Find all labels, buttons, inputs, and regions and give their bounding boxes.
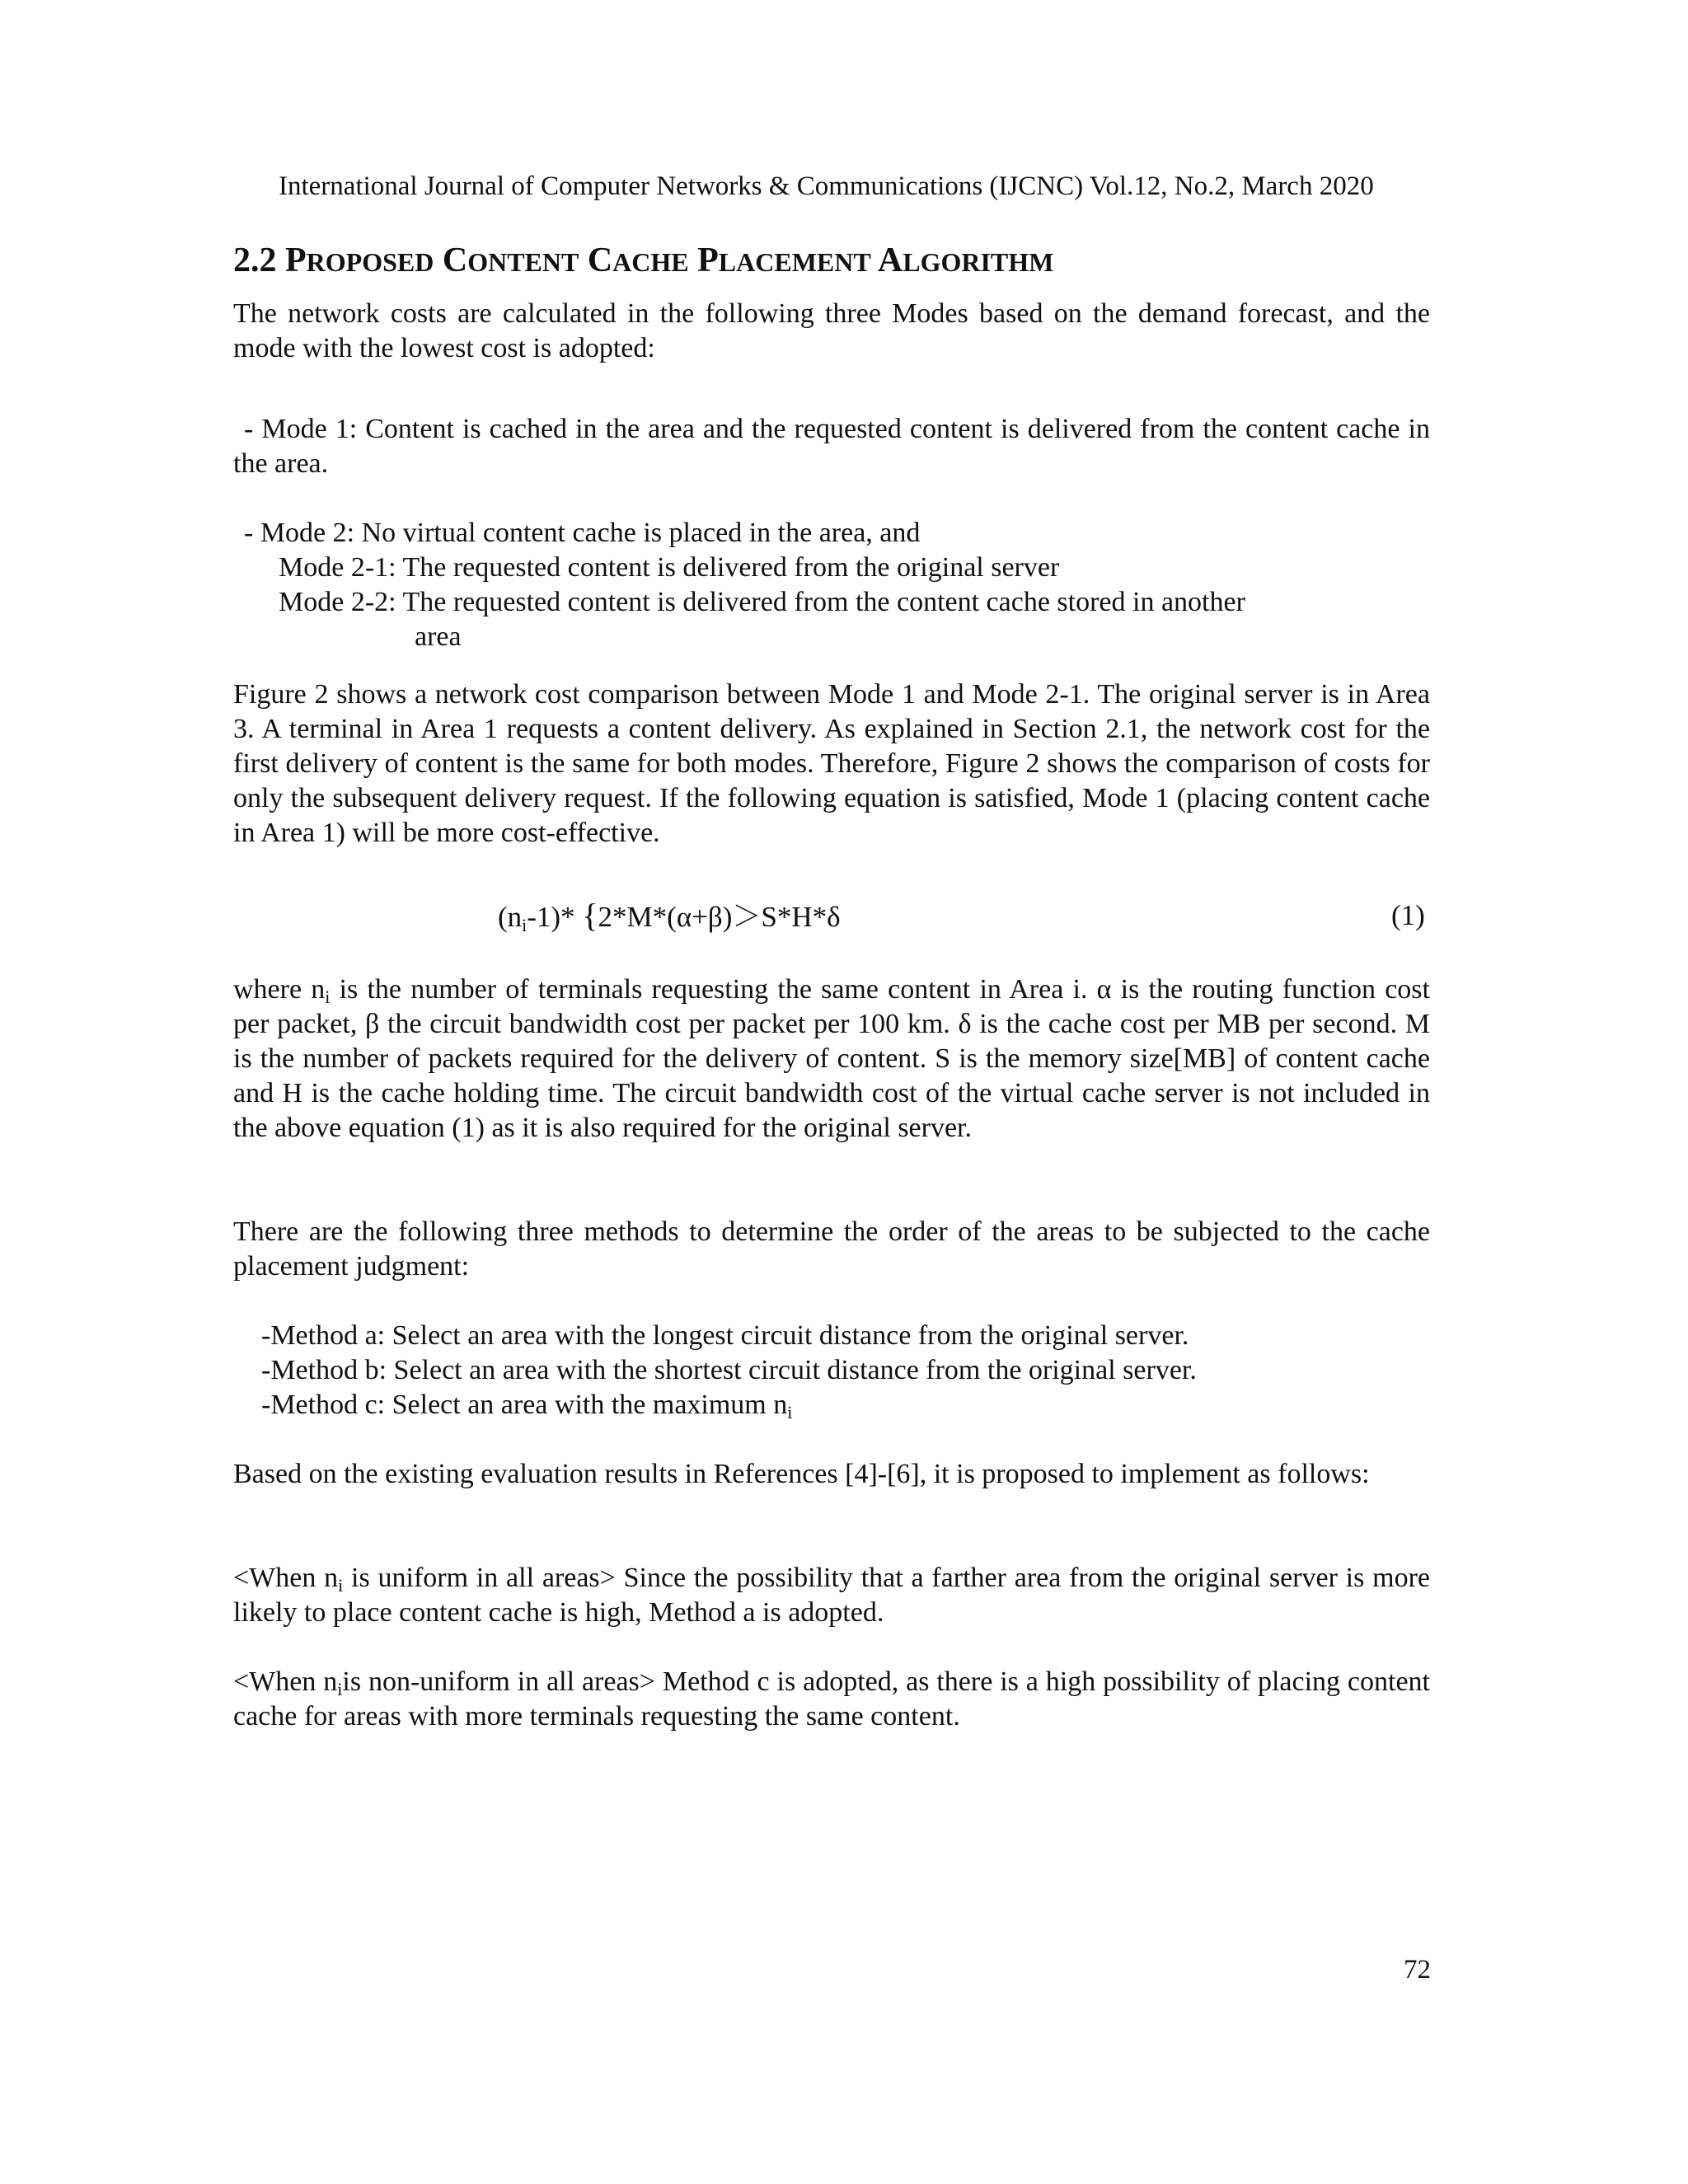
method-a-line: -Method a: Select an area with the longest circuit distance from the original server. — [261, 1320, 1189, 1351]
methods-intro-paragraph: There are the following three methods to determine the order of the areas to be subjected to the cache placement judgment: — [233, 1216, 1430, 1282]
equation-1: $(n_i-1)*$ {2*M*(α+β)＞S*H*δ — [498, 897, 841, 935]
intro-paragraph: The network costs are calculated in the following three Modes based on the demand forecast, and the mode with the lowest cost is adopted: — [233, 298, 1430, 363]
section-number: 2.2 — [233, 241, 277, 279]
section-title: 2.2 PROPOSED CONTENT CACHE PLACEMENT ALGORITHM — [233, 241, 1054, 279]
mode2-2-continuation: area — [415, 621, 462, 652]
method-b-line: -Method b: Select an area with the shortest circuit distance from the original server. — [261, 1355, 1197, 1385]
where-paragraph: where $n_i$ is the number of terminals requesting the same content in Area i. α is the routing function cost per packet, β the circuit bandwidth cost per packet per 100 km. δ is the cache cost per MB per second. M is the number of packets required for the delivery of content. S is the memory size[MB] of content cache and H is the cache holding time. The circuit bandwidth cost of the virtual cache server is not included in the above equation (1) as it is also required for the original server. — [233, 974, 1430, 1143]
method-c-line: -Method c: Select an area with the maximum $n_i$ — [261, 1390, 793, 1422]
figure-paragraph: Figure 2 shows a network cost comparison between Mode 1 and Mode 2-1. The original server is in Area 3. A terminal in Area 1 requests a content delivery. As explained in Section 2.1, the network cost for the first delivery of content is the same for both modes. Therefore, Figure 2 shows the comparison of costs for only the subsequent delivery request. If the following equation is satisfied, Mode 1 (placing content cache in Area 1) will be more cost-effective. — [233, 679, 1430, 848]
page-number: 72 — [1404, 1955, 1431, 1985]
mode2-2-line: Mode 2-2: The requested content is delivered from the content cache stored in another — [279, 587, 1245, 617]
mode2-line: - Mode 2: No virtual content cache is placed in the area, and — [244, 518, 921, 548]
equation-number: (1) — [1391, 899, 1425, 931]
uniform-paragraph: <When $n_i$ is uniform in all areas> Since the possibility that a farther area from the original server is more likely to place content cache is high, Method a is adopted. — [233, 1563, 1430, 1628]
nonuniform-paragraph: <When $n_iis$ non-uniform in all areas> Method c is adopted, as there is a high possibility of placing content cache for areas with more terminals requesting the same content. — [233, 1666, 1430, 1732]
running-head: International Journal of Computer Networks & Communications (IJCNC) Vol.12, No.2, March 2020 — [279, 171, 1374, 201]
mode2-1-line: Mode 2-1: The requested content is delivered from the original server — [279, 552, 1060, 583]
mode1-paragraph: - Mode 1: Content is cached in the area and the requested content is delivered from the content cache in the area. — [233, 414, 1430, 479]
based-paragraph: Based on the existing evaluation results in References [4]-[6], it is proposed to implement as follows: — [233, 1459, 1370, 1489]
